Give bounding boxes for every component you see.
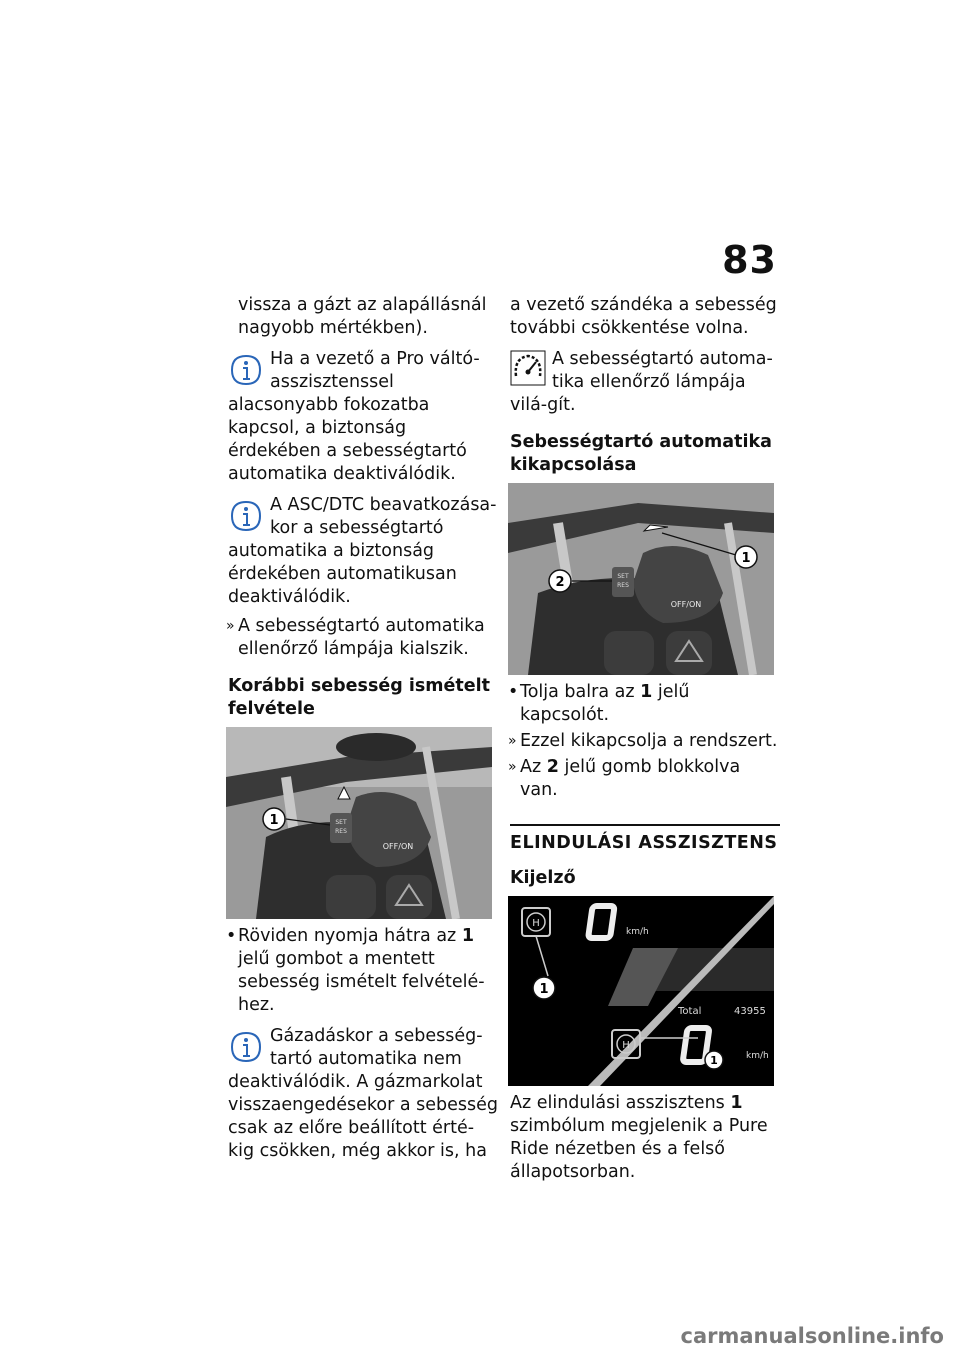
handlebar-switch-figure-off [508,483,774,675]
result-text: Az [520,757,542,777]
paragraph: vissza a gázt az alapállásnál nagyobb mértékben). [238,295,487,338]
subsection-heading: Kijelző [510,868,576,888]
info-note [228,1025,498,1163]
paragraph-text: Az elindulási asszisztens [510,1093,725,1113]
info-icon [228,494,264,534]
handlebar-switch-figure [226,727,492,919]
total-value: 43955 [734,1006,766,1017]
result-text-rest: jelű gomb blokkolva van. [520,757,741,800]
res-label: RES [335,828,347,835]
instruction-text: Tolja balra az [520,682,635,702]
info-note [228,348,498,486]
offon-label: OFF/ON [670,600,702,609]
paragraph-number: 1 [730,1093,743,1113]
result-item [510,756,780,802]
set-label: SET [335,819,347,826]
arrow-icon: » [226,618,235,634]
hold-symbol-top: H [532,918,540,929]
result-number: 2 [546,757,559,777]
callout-1: 1 [741,551,751,566]
hold-symbol-bottom: H [622,1040,630,1051]
result-item [228,615,498,661]
info-icon [228,348,264,388]
instruction-text: Röviden nyomja hátra az [238,926,457,946]
instruction-text-rest: jelű kapcsolót. [520,682,690,725]
note-text: Ha a vezető a Pro váltó-asszisztenssel alacsonyabb fokozatba kapcsol, a biztonság érdekében a sebességtartó automatika deaktiválódik. [228,349,480,484]
instruction-text-rest: jelű gombot a mentett sebesség ismételt felvételé-hez. [238,949,485,1015]
instruction-item [228,925,498,1017]
left-column [228,294,498,1169]
callout-1: 1 [539,982,549,997]
info-note [228,494,498,609]
arrow-icon: » [508,759,517,775]
callout-1-bottom: 1 [710,1054,718,1067]
paragraph-text-rest: szimbólum megjelenik a Pure Ride nézetben és a felső állapotsorban. [510,1116,768,1182]
section-heading: Sebességtartó automatika kikapcsolása [510,432,772,475]
page-number: 83 [722,238,777,282]
note-text: A ASC/DTC beavatkozása-kor a sebességtartó automatika a biztonság érdekében automatikusan deaktiválódik. [228,495,497,607]
result-text: Ezzel kikapcsolja a rendszert. [520,731,778,751]
right-column [510,294,780,1184]
unit-bottom: km/h [746,1051,769,1061]
res-label: RES [617,582,629,589]
arrow-icon: » [508,733,517,749]
paragraph: a vezető szándéka a sebesség további csökkentése volna. [510,295,777,338]
tft-display-figure [508,896,774,1086]
offon-label: OFF/ON [382,842,414,851]
total-label: Total [678,1006,702,1017]
section-title: ELINDULÁSI ASSZISZTENS [510,833,778,853]
note-text: A sebességtartó automa-tika ellenőrző lámpája vilá-gít. [510,349,773,415]
result-text: A sebességtartó automatika ellenőrző lámpája kialszik. [238,616,485,659]
callout-1: 1 [269,813,279,828]
info-icon [228,1025,264,1065]
unit-top: km/h [626,927,649,937]
speedometer-icon [510,348,546,388]
note-text: Gázadáskor a sebesség-tartó automatika nem deaktiválódik. A gázmarkolat visszaengedésekor a sebesség csak az előre beállított érté-kig csökken, még akkor is, ha [228,1026,498,1161]
paragraph [510,1092,780,1184]
instruction-number: 1 [640,682,653,702]
section-heading: Korábbi sebesség ismételt felvétele [228,676,490,719]
section-divider [510,824,780,826]
warning-note [510,348,780,417]
result-item [510,730,780,753]
instruction-number: 1 [461,926,475,946]
set-label: SET [617,573,629,580]
watermark-footer[interactable]: carmanualsonline.info [680,1324,944,1348]
callout-2: 2 [555,575,565,590]
instruction-item [510,681,780,727]
